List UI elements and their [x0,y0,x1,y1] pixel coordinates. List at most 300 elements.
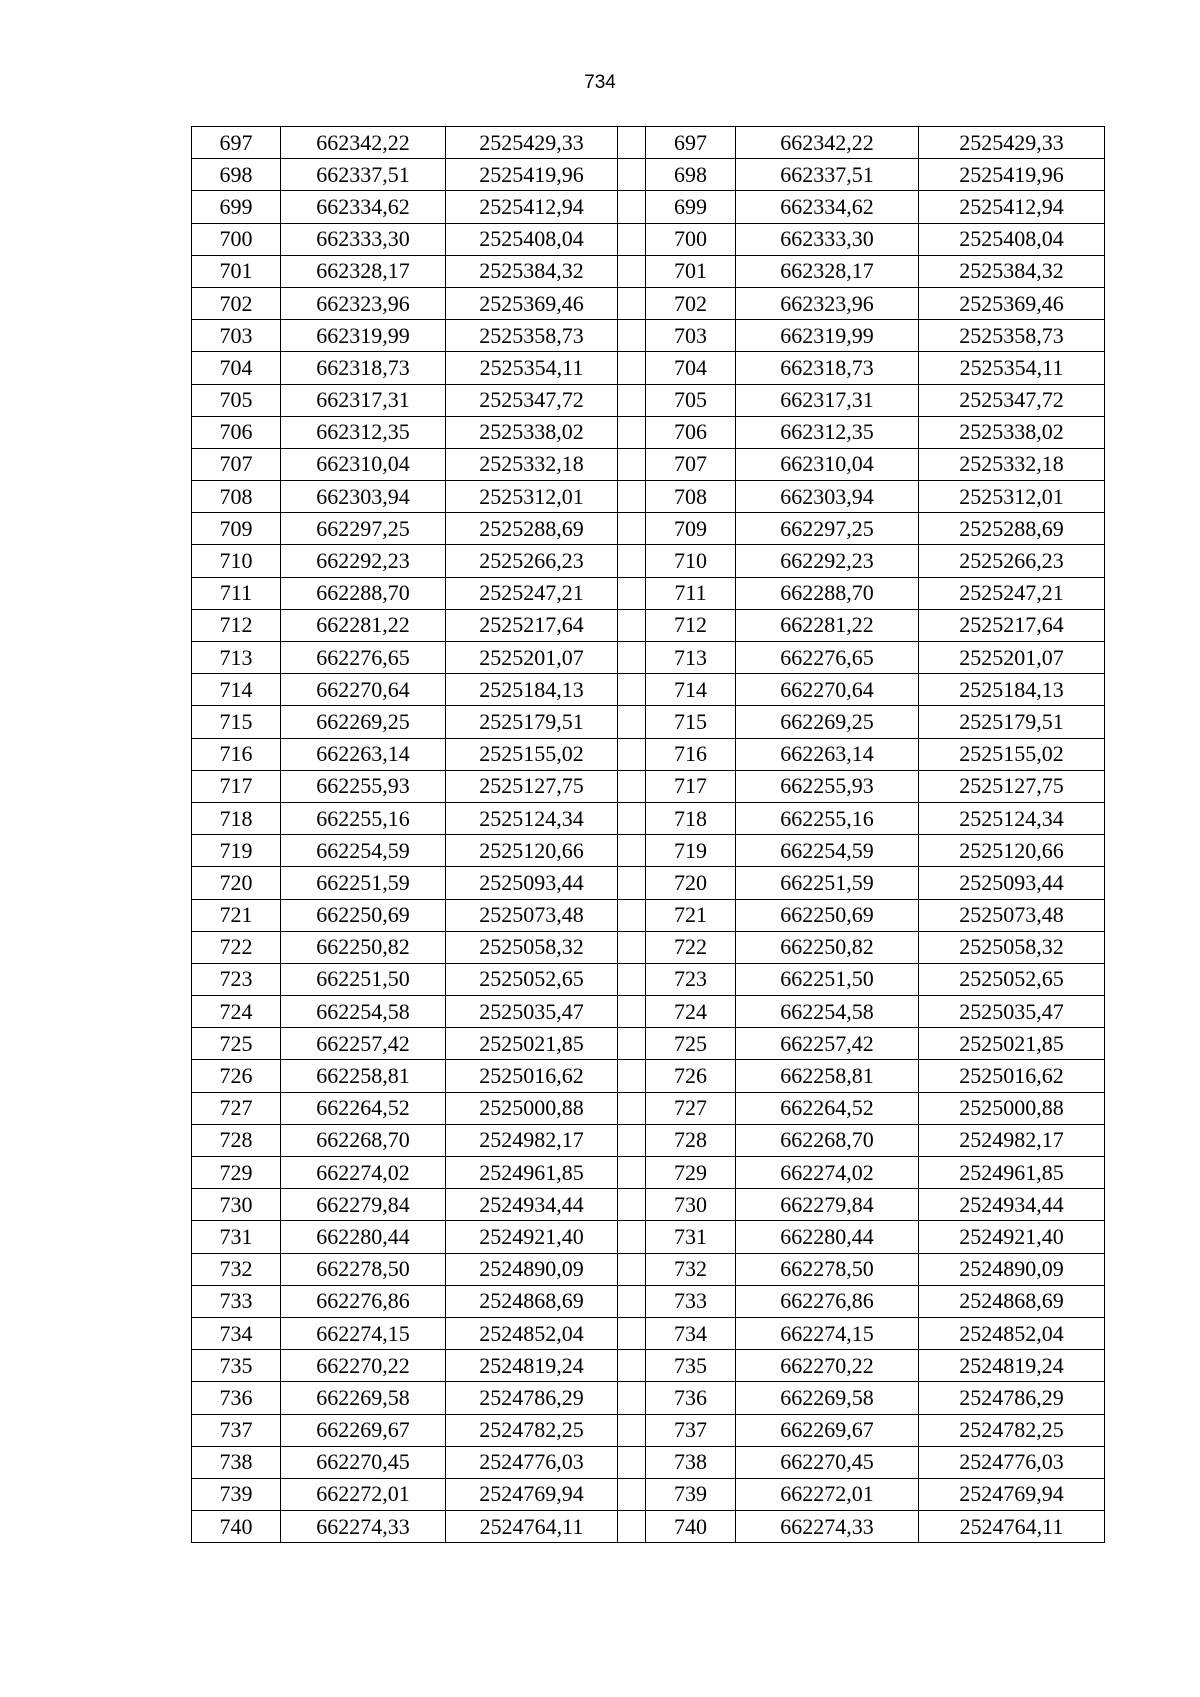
y-coordinate-cell: 2525384,32 [446,255,618,287]
table-row [192,1124,1105,1156]
y-coordinate-cell: 2525073,48 [446,899,618,931]
y-coordinate-cell: 2525052,65 [446,963,618,995]
table-row [192,642,1105,674]
point-number-cell-new: 713 [646,642,736,674]
y-coordinate-cell: 2525127,75 [446,770,618,802]
table-row [192,1478,1105,1510]
x-coordinate-cell-new: 662288,70 [736,577,919,609]
x-coordinate-cell: 662317,31 [281,384,446,416]
point-number-cell-new: 727 [646,1092,736,1124]
point-number-cell: 720 [192,867,281,899]
point-number-cell: 708 [192,481,281,513]
x-coordinate-cell: 662274,15 [281,1317,446,1349]
empty-separator-cell [618,127,646,159]
x-coordinate-cell: 662279,84 [281,1189,446,1221]
point-number-cell-new: 723 [646,963,736,995]
x-coordinate-cell-new: 662270,64 [736,674,919,706]
y-coordinate-cell: 2525184,13 [446,674,618,706]
table-row [192,609,1105,641]
y-coordinate-cell: 2525155,02 [446,738,618,770]
table-row [192,867,1105,899]
x-coordinate-cell-new: 662269,25 [736,706,919,738]
point-number-cell-new: 715 [646,706,736,738]
x-coordinate-cell: 662272,01 [281,1478,446,1510]
x-coordinate-cell: 662255,16 [281,802,446,834]
point-number-cell: 736 [192,1382,281,1414]
y-coordinate-cell-new: 2524868,69 [919,1285,1105,1317]
y-coordinate-cell-new: 2524776,03 [919,1446,1105,1478]
y-coordinate-cell-new: 2525058,32 [919,931,1105,963]
x-coordinate-cell: 662274,33 [281,1511,446,1543]
y-coordinate-cell-new: 2524934,44 [919,1189,1105,1221]
y-coordinate-cell-new: 2524961,85 [919,1157,1105,1189]
x-coordinate-cell-new: 662310,04 [736,448,919,480]
table-row [192,255,1105,287]
x-coordinate-cell-new: 662280,44 [736,1221,919,1253]
point-number-cell: 730 [192,1189,281,1221]
empty-separator-cell [618,1511,646,1543]
y-coordinate-cell-new: 2525021,85 [919,1028,1105,1060]
table-row [192,835,1105,867]
x-coordinate-cell-new: 662342,22 [736,127,919,159]
y-coordinate-cell-new: 2525093,44 [919,867,1105,899]
x-coordinate-cell-new: 662276,86 [736,1285,919,1317]
point-number-cell-new: 704 [646,352,736,384]
y-coordinate-cell: 2525338,02 [446,416,618,448]
x-coordinate-cell-new: 662319,99 [736,320,919,352]
point-number-cell-new: 734 [646,1317,736,1349]
y-coordinate-cell-new: 2525358,73 [919,320,1105,352]
point-number-cell: 725 [192,1028,281,1060]
point-number-cell-new: 705 [646,384,736,416]
point-number-cell: 702 [192,287,281,319]
x-coordinate-cell-new: 662274,02 [736,1157,919,1189]
point-number-cell: 732 [192,1253,281,1285]
x-coordinate-cell-new: 662276,65 [736,642,919,674]
y-coordinate-cell-new: 2525332,18 [919,448,1105,480]
x-coordinate-cell: 662255,93 [281,770,446,802]
y-coordinate-cell: 2524782,25 [446,1414,618,1446]
y-coordinate-cell-new: 2524852,04 [919,1317,1105,1349]
y-coordinate-cell: 2525124,34 [446,802,618,834]
x-coordinate-cell: 662264,52 [281,1092,446,1124]
empty-separator-cell [618,963,646,995]
empty-separator-cell [618,320,646,352]
point-number-cell: 717 [192,770,281,802]
table-row [192,1060,1105,1092]
table-row [192,899,1105,931]
point-number-cell: 719 [192,835,281,867]
y-coordinate-cell: 2525000,88 [446,1092,618,1124]
x-coordinate-cell: 662269,67 [281,1414,446,1446]
x-coordinate-cell: 662250,82 [281,931,446,963]
point-number-cell: 709 [192,513,281,545]
y-coordinate-cell-new: 2525201,07 [919,642,1105,674]
point-number-cell-new: 720 [646,867,736,899]
x-coordinate-cell: 662258,81 [281,1060,446,1092]
empty-separator-cell [618,545,646,577]
table-row [192,1446,1105,1478]
y-coordinate-cell: 2525266,23 [446,545,618,577]
x-coordinate-cell: 662269,25 [281,706,446,738]
x-coordinate-cell: 662312,35 [281,416,446,448]
x-coordinate-cell: 662303,94 [281,481,446,513]
y-coordinate-cell: 2525058,32 [446,931,618,963]
x-coordinate-cell: 662268,70 [281,1124,446,1156]
x-coordinate-cell: 662323,96 [281,287,446,319]
y-coordinate-cell-new: 2525354,11 [919,352,1105,384]
point-number-cell: 715 [192,706,281,738]
point-number-cell-new: 730 [646,1189,736,1221]
table-row [192,674,1105,706]
y-coordinate-cell-new: 2525073,48 [919,899,1105,931]
empty-separator-cell [618,899,646,931]
x-coordinate-cell-new: 662270,22 [736,1350,919,1382]
y-coordinate-cell-new: 2524786,29 [919,1382,1105,1414]
point-number-cell-new: 729 [646,1157,736,1189]
x-coordinate-cell: 662251,59 [281,867,446,899]
x-coordinate-cell-new: 662337,51 [736,159,919,191]
point-number-cell: 705 [192,384,281,416]
empty-separator-cell [618,802,646,834]
x-coordinate-cell: 662254,58 [281,996,446,1028]
y-coordinate-cell: 2525016,62 [446,1060,618,1092]
x-coordinate-cell: 662337,51 [281,159,446,191]
page-number: 734 [584,72,616,93]
x-coordinate-cell-new: 662279,84 [736,1189,919,1221]
x-coordinate-cell: 662280,44 [281,1221,446,1253]
x-coordinate-cell: 662310,04 [281,448,446,480]
empty-separator-cell [618,738,646,770]
x-coordinate-cell-new: 662263,14 [736,738,919,770]
x-coordinate-cell: 662278,50 [281,1253,446,1285]
x-coordinate-cell-new: 662292,23 [736,545,919,577]
table-row [192,416,1105,448]
point-number-cell: 739 [192,1478,281,1510]
table-row [192,1414,1105,1446]
y-coordinate-cell: 2525217,64 [446,609,618,641]
y-coordinate-cell: 2525358,73 [446,320,618,352]
y-coordinate-cell-new: 2525247,21 [919,577,1105,609]
point-number-cell-new: 709 [646,513,736,545]
point-number-cell-new: 722 [646,931,736,963]
y-coordinate-cell: 2524961,85 [446,1157,618,1189]
y-coordinate-cell-new: 2525052,65 [919,963,1105,995]
empty-separator-cell [618,352,646,384]
table-row [192,1350,1105,1382]
point-number-cell: 728 [192,1124,281,1156]
point-number-cell: 707 [192,448,281,480]
point-number-cell-new: 737 [646,1414,736,1446]
point-number-cell: 713 [192,642,281,674]
empty-separator-cell [618,1124,646,1156]
y-coordinate-cell: 2525429,33 [446,127,618,159]
empty-separator-cell [618,1382,646,1414]
x-coordinate-cell-new: 662272,01 [736,1478,919,1510]
point-number-cell: 704 [192,352,281,384]
point-number-cell: 733 [192,1285,281,1317]
empty-separator-cell [618,1189,646,1221]
point-number-cell: 712 [192,609,281,641]
y-coordinate-cell: 2525412,94 [446,191,618,223]
table-row [192,513,1105,545]
y-coordinate-cell: 2524769,94 [446,1478,618,1510]
x-coordinate-cell-new: 662274,33 [736,1511,919,1543]
table-row [192,1157,1105,1189]
table-row [192,770,1105,802]
x-coordinate-cell: 662292,23 [281,545,446,577]
point-number-cell-new: 714 [646,674,736,706]
x-coordinate-cell-new: 662254,58 [736,996,919,1028]
x-coordinate-cell-new: 662255,16 [736,802,919,834]
x-coordinate-cell-new: 662255,93 [736,770,919,802]
table-row [192,1382,1105,1414]
point-number-cell-new: 712 [646,609,736,641]
x-coordinate-cell: 662318,73 [281,352,446,384]
empty-separator-cell [618,1092,646,1124]
y-coordinate-cell: 2525120,66 [446,835,618,867]
point-number-cell-new: 698 [646,159,736,191]
y-coordinate-cell-new: 2525184,13 [919,674,1105,706]
empty-separator-cell [618,1285,646,1317]
y-coordinate-cell-new: 2525266,23 [919,545,1105,577]
point-number-cell-new: 711 [646,577,736,609]
y-coordinate-cell-new: 2525338,02 [919,416,1105,448]
y-coordinate-cell-new: 2525419,96 [919,159,1105,191]
y-coordinate-cell: 2525369,46 [446,287,618,319]
point-number-cell-new: 719 [646,835,736,867]
empty-separator-cell [618,867,646,899]
y-coordinate-cell-new: 2525124,34 [919,802,1105,834]
table-row [192,931,1105,963]
x-coordinate-cell: 662274,02 [281,1157,446,1189]
point-number-cell-new: 699 [646,191,736,223]
y-coordinate-cell: 2525021,85 [446,1028,618,1060]
empty-separator-cell [618,1446,646,1478]
point-number-cell-new: 733 [646,1285,736,1317]
x-coordinate-cell-new: 662323,96 [736,287,919,319]
x-coordinate-cell: 662328,17 [281,255,446,287]
table-row [192,1285,1105,1317]
point-number-cell: 706 [192,416,281,448]
point-number-cell-new: 732 [646,1253,736,1285]
y-coordinate-cell: 2524890,09 [446,1253,618,1285]
table-row [192,1221,1105,1253]
empty-separator-cell [618,835,646,867]
x-coordinate-cell-new: 662318,73 [736,352,919,384]
x-coordinate-cell-new: 662269,58 [736,1382,919,1414]
table-row [192,287,1105,319]
point-number-cell-new: 717 [646,770,736,802]
point-number-cell: 727 [192,1092,281,1124]
point-number-cell: 724 [192,996,281,1028]
point-number-cell-new: 706 [646,416,736,448]
empty-separator-cell [618,1221,646,1253]
point-number-cell: 698 [192,159,281,191]
table-row [192,1028,1105,1060]
y-coordinate-cell: 2525201,07 [446,642,618,674]
coordinates-table-body [192,127,1105,1543]
point-number-cell-new: 728 [646,1124,736,1156]
empty-separator-cell [618,577,646,609]
point-number-cell-new: 739 [646,1478,736,1510]
x-coordinate-cell-new: 662268,70 [736,1124,919,1156]
y-coordinate-cell-new: 2525217,64 [919,609,1105,641]
empty-separator-cell [618,1350,646,1382]
point-number-cell: 710 [192,545,281,577]
y-coordinate-cell-new: 2525016,62 [919,1060,1105,1092]
x-coordinate-cell-new: 662250,82 [736,931,919,963]
point-number-cell-new: 708 [646,481,736,513]
x-coordinate-cell: 662288,70 [281,577,446,609]
table-row [192,963,1105,995]
empty-separator-cell [618,770,646,802]
x-coordinate-cell-new: 662250,69 [736,899,919,931]
point-number-cell: 718 [192,802,281,834]
point-number-cell-new: 726 [646,1060,736,1092]
empty-separator-cell [618,384,646,416]
empty-separator-cell [618,609,646,641]
y-coordinate-cell-new: 2525384,32 [919,255,1105,287]
x-coordinate-cell-new: 662251,50 [736,963,919,995]
table-row [192,1253,1105,1285]
y-coordinate-cell: 2525419,96 [446,159,618,191]
point-number-cell-new: 736 [646,1382,736,1414]
point-number-cell: 731 [192,1221,281,1253]
point-number-cell-new: 710 [646,545,736,577]
x-coordinate-cell: 662263,14 [281,738,446,770]
x-coordinate-cell-new: 662297,25 [736,513,919,545]
empty-separator-cell [618,159,646,191]
empty-separator-cell [618,481,646,513]
empty-separator-cell [618,1060,646,1092]
empty-separator-cell [618,674,646,706]
x-coordinate-cell: 662276,65 [281,642,446,674]
table-row [192,223,1105,255]
y-coordinate-cell-new: 2525179,51 [919,706,1105,738]
point-number-cell-new: 725 [646,1028,736,1060]
empty-separator-cell [618,191,646,223]
y-coordinate-cell-new: 2525369,46 [919,287,1105,319]
table-row [192,706,1105,738]
y-coordinate-cell-new: 2525408,04 [919,223,1105,255]
x-coordinate-cell-new: 662328,17 [736,255,919,287]
x-coordinate-cell: 662270,64 [281,674,446,706]
x-coordinate-cell-new: 662281,22 [736,609,919,641]
table-row [192,577,1105,609]
table-row [192,352,1105,384]
y-coordinate-cell-new: 2525412,94 [919,191,1105,223]
point-number-cell: 729 [192,1157,281,1189]
y-coordinate-cell: 2525247,21 [446,577,618,609]
x-coordinate-cell-new: 662274,15 [736,1317,919,1349]
y-coordinate-cell-new: 2525127,75 [919,770,1105,802]
y-coordinate-cell-new: 2525429,33 [919,127,1105,159]
table-row [192,996,1105,1028]
x-coordinate-cell: 662250,69 [281,899,446,931]
x-coordinate-cell-new: 662317,31 [736,384,919,416]
empty-separator-cell [618,1317,646,1349]
empty-separator-cell [618,513,646,545]
x-coordinate-cell-new: 662303,94 [736,481,919,513]
empty-separator-cell [618,223,646,255]
point-number-cell: 701 [192,255,281,287]
point-number-cell-new: 740 [646,1511,736,1543]
y-coordinate-cell-new: 2524769,94 [919,1478,1105,1510]
point-number-cell: 697 [192,127,281,159]
point-number-cell: 740 [192,1511,281,1543]
table-row [192,127,1105,159]
point-number-cell: 721 [192,899,281,931]
point-number-cell: 699 [192,191,281,223]
x-coordinate-cell: 662269,58 [281,1382,446,1414]
y-coordinate-cell-new: 2524982,17 [919,1124,1105,1156]
table-row [192,1092,1105,1124]
table-row [192,320,1105,352]
y-coordinate-cell-new: 2525000,88 [919,1092,1105,1124]
y-coordinate-cell: 2525312,01 [446,481,618,513]
y-coordinate-cell: 2525035,47 [446,996,618,1028]
empty-separator-cell [618,255,646,287]
point-number-cell: 723 [192,963,281,995]
x-coordinate-cell: 662276,86 [281,1285,446,1317]
empty-separator-cell [618,448,646,480]
x-coordinate-cell: 662342,22 [281,127,446,159]
x-coordinate-cell: 662319,99 [281,320,446,352]
x-coordinate-cell: 662257,42 [281,1028,446,1060]
table-row [192,481,1105,513]
point-number-cell: 711 [192,577,281,609]
y-coordinate-cell: 2525288,69 [446,513,618,545]
x-coordinate-cell: 662333,30 [281,223,446,255]
point-number-cell-new: 700 [646,223,736,255]
empty-separator-cell [618,1157,646,1189]
x-coordinate-cell-new: 662269,67 [736,1414,919,1446]
x-coordinate-cell-new: 662278,50 [736,1253,919,1285]
empty-separator-cell [618,706,646,738]
table-row [192,384,1105,416]
empty-separator-cell [618,1253,646,1285]
point-number-cell-new: 731 [646,1221,736,1253]
table-row [192,191,1105,223]
table-row [192,448,1105,480]
y-coordinate-cell-new: 2524921,40 [919,1221,1105,1253]
point-number-cell-new: 718 [646,802,736,834]
point-number-cell-new: 738 [646,1446,736,1478]
empty-separator-cell [618,1478,646,1510]
x-coordinate-cell: 662270,45 [281,1446,446,1478]
y-coordinate-cell: 2525179,51 [446,706,618,738]
table-row [192,1511,1105,1543]
y-coordinate-cell-new: 2524764,11 [919,1511,1105,1543]
point-number-cell: 716 [192,738,281,770]
x-coordinate-cell-new: 662270,45 [736,1446,919,1478]
y-coordinate-cell: 2524819,24 [446,1350,618,1382]
table-row [192,738,1105,770]
point-number-cell-new: 701 [646,255,736,287]
x-coordinate-cell-new: 662258,81 [736,1060,919,1092]
x-coordinate-cell-new: 662264,52 [736,1092,919,1124]
point-number-cell-new: 702 [646,287,736,319]
y-coordinate-cell: 2524852,04 [446,1317,618,1349]
point-number-cell: 722 [192,931,281,963]
y-coordinate-cell: 2524786,29 [446,1382,618,1414]
y-coordinate-cell: 2524868,69 [446,1285,618,1317]
x-coordinate-cell: 662334,62 [281,191,446,223]
point-number-cell-new: 716 [646,738,736,770]
y-coordinate-cell-new: 2525288,69 [919,513,1105,545]
empty-separator-cell [618,1414,646,1446]
